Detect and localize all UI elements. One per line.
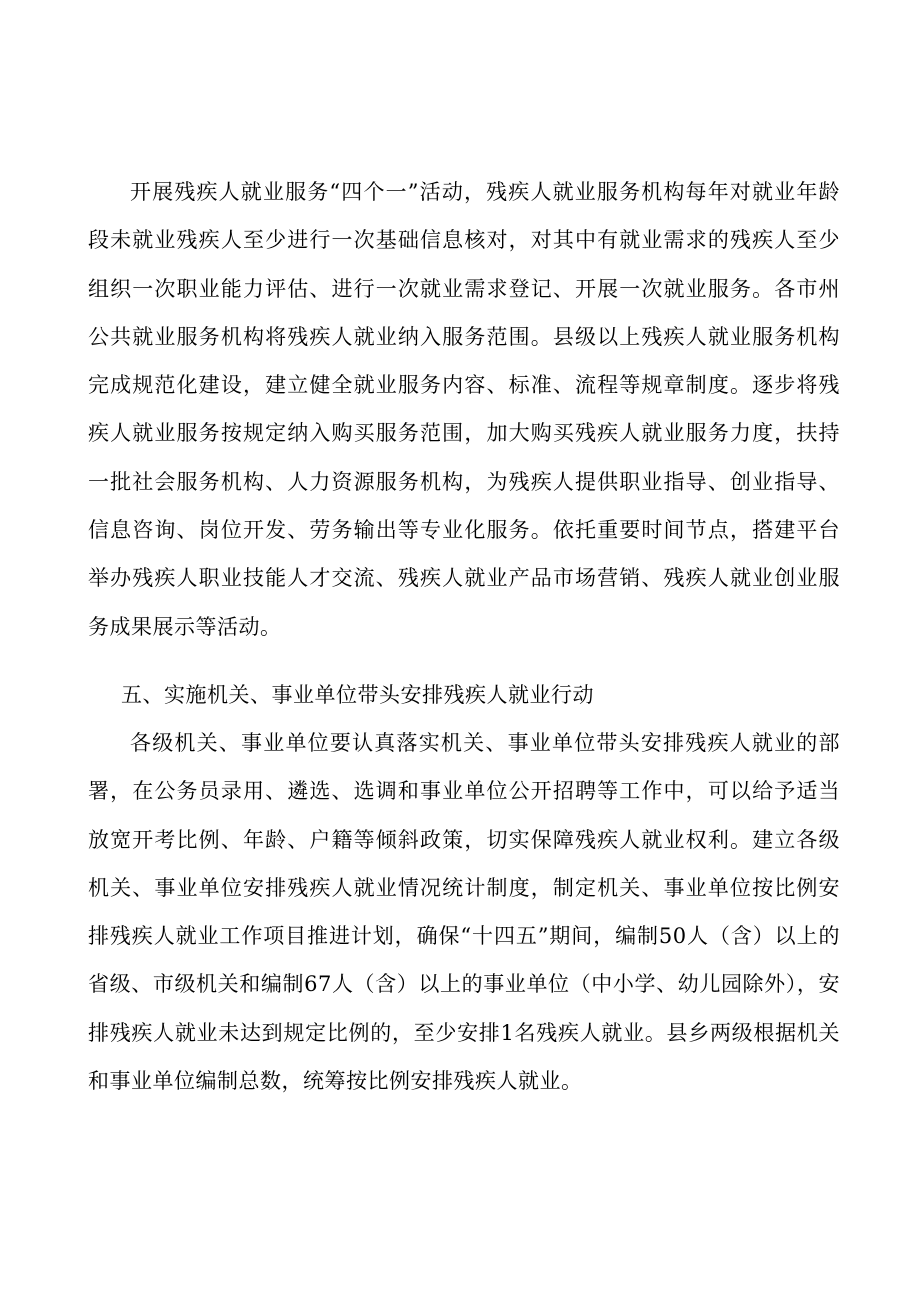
paragraph-employment-services: 开展残疾人就业服务“四个一”活动，残疾人就业服务机构每年对就业年龄段未就业残疾人至少进行一次基础信息核对，对其中有就业需求的残疾人至少组织一次职业能力评估、进行一次就业需求登记、开展一次就业服务。各市州公共就业服务机构将残疾人就业纳入服务范围。县级以上残疾人就业服务机构完成规范化建设，建立健全就业服务内容、标准、流程等规章制度。逐步将残疾人就业服务按规定纳入购买服务范围，加大购买残疾人就业服务力度，扶持一批社会服务机构、人力资源服务机构，为残疾人提供职业指导、创业指导、信息咨询、岗位开发、劳务输出等专业化服务。依托重要时间节点，搭建平台举办残疾人职业技能人才交流、残疾人就业产品市场营销、残疾人就业创业服务成果展示等活动。 xyxy=(88,180,840,639)
paragraph-government-employment: 各级机关、事业单位要认真落实机关、事业单位带头安排残疾人就业的部署，在公务员录用、遴选、选调和事业单位公开招聘等工作中，可以给予适当放宽开考比例、年龄、户籍等倾斜政策，切实保障残疾人就业权利。建立各级机关、事业单位安排残疾人就业情况统计制度，制定机关、事业单位按比例安排残疾人就业工作项目推进计划，确保“十四五”期间，编制50人（含）以上的省级、市级机关和编制67人（含）以上的事业单位（中小学、幼儿园除外），安排残疾人就业未达到规定比例的，至少安排1名残疾人就业。县乡两级根据机关和事业单位编制总数，统筹按比例安排残疾人就业。 xyxy=(88,730,840,1094)
section-heading: 五、实施机关、事业单位带头安排残疾人就业行动 xyxy=(121,682,594,707)
document-page xyxy=(88,168,840,1105)
